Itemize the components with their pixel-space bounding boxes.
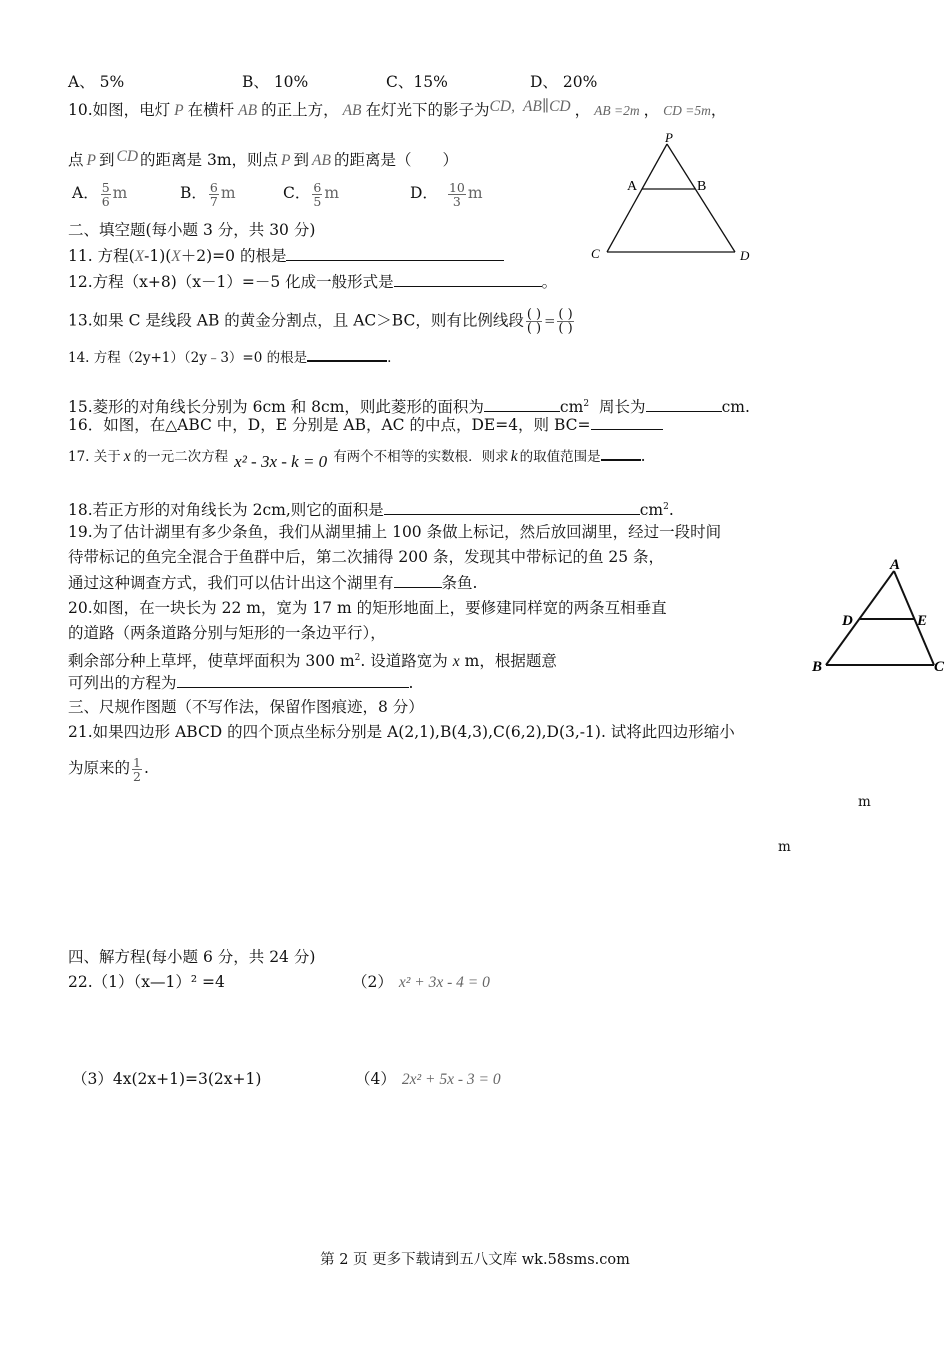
stray-m-2: m bbox=[778, 839, 791, 855]
section-3-heading: 三、尺规作图题（不写作法，保留作图痕迹，8 分） bbox=[68, 698, 424, 716]
fig1-label-b: B bbox=[697, 179, 707, 194]
q13-right-num: ( ) bbox=[558, 307, 573, 322]
q21-fraction bbox=[132, 756, 142, 783]
q10-opt-d-unit: m bbox=[467, 184, 483, 202]
section-2-heading: 二、填空题(每小题 3 分，共 30 分) bbox=[68, 221, 316, 239]
q10-l2c: 的距离是 3m，则点 bbox=[140, 151, 279, 169]
q22-part2 bbox=[352, 972, 490, 993]
q11 bbox=[68, 246, 504, 267]
fig1-label-c: C bbox=[591, 246, 600, 261]
q10-mid1: 在横杆 bbox=[187, 101, 235, 119]
q15-area-blank[interactable] bbox=[484, 397, 560, 412]
q10-l2-cd: CD bbox=[116, 148, 139, 165]
q16 bbox=[68, 415, 663, 435]
q13-right-den: ( ) bbox=[558, 321, 573, 336]
q10-prefix: 10.如图，电灯 bbox=[68, 101, 171, 119]
q10-opt-b-label: B． bbox=[180, 184, 207, 202]
q10-l2-ab: AB bbox=[312, 152, 331, 169]
q15 bbox=[68, 394, 750, 417]
q10-opt-a-den: 6 bbox=[101, 193, 110, 209]
q10-l2e: 的距离是（ ） bbox=[333, 151, 458, 169]
q10-opt-a-unit: m bbox=[112, 184, 128, 202]
q10-l2d: 到 bbox=[293, 151, 310, 169]
q13-left-num: ( ) bbox=[526, 307, 542, 322]
q22-part1: 22.（1）（x—1）² =4 bbox=[68, 973, 225, 991]
fig2-label-e: E bbox=[917, 613, 928, 629]
q10-opt-c-label: C． bbox=[283, 184, 311, 202]
q10-option-a bbox=[72, 173, 127, 213]
q17 bbox=[68, 442, 646, 471]
q10-opt-c-num: 6 bbox=[313, 179, 322, 195]
q12-end: 。 bbox=[541, 273, 558, 291]
q20-l3a: 剩余部分种上草坪，使草坪面积为 300 m bbox=[68, 652, 355, 671]
q16-text: 16．如图，在△ABC 中，D，E 分别是 AB，AC 的中点，DE=4，则 BC= bbox=[68, 416, 591, 434]
q17-equation: x² - 3x - k = 0 bbox=[234, 452, 328, 471]
q20-line4 bbox=[68, 673, 413, 693]
q10-l2-p2: P bbox=[281, 152, 291, 169]
page-footer: 第 2 页 更多下载请到五八文库 wk.58sms.com bbox=[320, 1252, 630, 1268]
stray-m-1: m bbox=[858, 794, 871, 810]
q16-answer-blank[interactable] bbox=[591, 415, 663, 430]
q20-sup: 2 bbox=[354, 653, 361, 663]
triangle-midline-figure bbox=[810, 555, 950, 680]
q9-options bbox=[68, 72, 124, 92]
q15-unit2: cm. bbox=[721, 398, 750, 417]
q11-x1: X bbox=[134, 248, 145, 265]
fig1-label-a: A bbox=[627, 179, 638, 194]
q10-opt-b-num: 6 bbox=[209, 179, 218, 195]
q13-ratio-right[interactable] bbox=[557, 308, 573, 335]
q20-l4a: 可列出的方程为 bbox=[68, 674, 177, 692]
q9-option-b: B、 10% bbox=[242, 73, 309, 91]
q14-answer-blank[interactable] bbox=[307, 346, 387, 362]
q10-opt-d-label: D． bbox=[410, 184, 438, 202]
q10-opt-d-den: 3 bbox=[452, 193, 461, 209]
q13-eq: = bbox=[544, 313, 556, 330]
q21-num: 1 bbox=[133, 754, 141, 770]
q17-end: . bbox=[640, 447, 646, 465]
q17-d: 的取值范围是 bbox=[519, 449, 601, 465]
q10-opt-d-num: 10 bbox=[448, 179, 465, 195]
q20-l4b: . bbox=[408, 674, 414, 692]
q10-line1: 10.如图，电灯 P 在横杆 AB 的正上方， AB 在灯光下的影子为CD, AB∥CD ， AB =2m ， CD =5m， bbox=[68, 98, 727, 119]
section-4-heading: 四、解方程(每小题 6 分，共 24 分) bbox=[68, 948, 316, 966]
q13-text: 13.如果 C 是线段 AB 的黄金分割点，且 AC＞BC，则有比例线段 bbox=[68, 311, 524, 330]
q10-opt-d-frac bbox=[448, 181, 466, 208]
q13-ratio-left[interactable] bbox=[526, 308, 542, 335]
q21-den: 2 bbox=[133, 768, 141, 784]
fig2-label-a: A bbox=[890, 557, 901, 573]
q10-cd-length: CD =5m bbox=[663, 103, 711, 118]
q20-answer-blank[interactable] bbox=[177, 673, 409, 688]
q22-p2-label: （2） bbox=[352, 973, 393, 991]
q10-ab-length: AB =2m bbox=[594, 103, 640, 118]
q22-part4 bbox=[355, 1069, 501, 1090]
q10-ab: AB bbox=[238, 102, 258, 119]
fig1-label-p: P bbox=[665, 130, 673, 145]
q14 bbox=[68, 346, 391, 368]
q10-parallel: AB∥CD bbox=[522, 98, 571, 115]
q10-l2b: 到 bbox=[98, 151, 115, 169]
q10-option-b bbox=[180, 173, 236, 213]
q9-option-b-row bbox=[242, 72, 308, 92]
q10-opt-a-num: 5 bbox=[101, 179, 110, 195]
q10-opt-b-den: 7 bbox=[209, 193, 218, 209]
q10-l2-p: P bbox=[86, 152, 96, 169]
q21-line2 bbox=[68, 750, 149, 786]
q17-b: 的一元二次方程 bbox=[133, 449, 229, 465]
q20-l3b: . 设道路宽为 bbox=[360, 652, 448, 671]
q15-sup: 2 bbox=[583, 399, 590, 409]
q10-opt-a-label: A． bbox=[72, 184, 99, 202]
q10-opt-b-unit: m bbox=[220, 184, 236, 202]
q19-line2: 待带标记的鱼完全混合于鱼群中后，第二次捕得 200 条，发现其中带标记的鱼 25 条， bbox=[68, 548, 665, 566]
q13 bbox=[68, 308, 576, 335]
q22-part3: （3）4x(2x+1)=3(2x+1) bbox=[72, 1070, 262, 1088]
q17-answer-blank[interactable] bbox=[601, 445, 641, 461]
q10-opt-c-unit: m bbox=[324, 184, 340, 202]
fig2-label-d: D bbox=[842, 613, 853, 629]
q20-line1: 20.如图，在一块长为 22 m，宽为 17 m 的矩形地面上，要修建同样宽的两条互相垂直 bbox=[68, 599, 667, 617]
q19-l3b: 条鱼. bbox=[441, 574, 478, 592]
q19-line3 bbox=[68, 573, 477, 593]
q15-unit1: cm bbox=[559, 398, 584, 417]
q10-mid3: 在灯光下的影子为 bbox=[365, 101, 490, 119]
q18 bbox=[68, 497, 674, 520]
q9-option-d: D、 20% bbox=[530, 73, 598, 91]
q18-answer-blank[interactable] bbox=[384, 500, 640, 515]
q21-l2: 为原来的 bbox=[68, 759, 131, 777]
q12-answer-blank[interactable] bbox=[394, 272, 542, 287]
q10-l2a: 点 bbox=[68, 151, 84, 169]
q19-line1: 19.为了估计湖里有多少条鱼，我们从湖里捕上 100 条做上标记，然后放回湖里，经过一段时间 bbox=[68, 523, 722, 541]
q20-x: x bbox=[452, 653, 460, 671]
q22-p4-label: （4） bbox=[355, 1070, 396, 1088]
q10-p: P bbox=[174, 102, 184, 119]
q20-l3c: m，根据题意 bbox=[464, 652, 557, 671]
q10-opt-c-frac bbox=[312, 181, 322, 208]
q11-a: 11. 方程( bbox=[68, 247, 135, 265]
q10-opt-a-frac bbox=[101, 181, 111, 208]
q11-x2: X bbox=[171, 248, 181, 265]
q22-p4-equation: 2x² + 5x - 3 = 0 bbox=[401, 1071, 501, 1088]
q11-answer-blank[interactable] bbox=[286, 246, 504, 261]
q21-line1: 21.如果四边形 ABCD 的四个顶点坐标分别是 A(2,1),B(4,3),C(6,2),D(3,-1). 试将此四边形缩小 bbox=[68, 723, 735, 741]
q18-text: 18.若正方形的对角线长为 2cm,则它的面积是 bbox=[68, 501, 384, 520]
q9-option-a: A、 5% bbox=[68, 73, 125, 91]
q10-ab-2: AB bbox=[342, 102, 362, 119]
q9-option-c: C、15% bbox=[386, 73, 448, 91]
q17-x: x bbox=[123, 448, 131, 465]
q19-answer-blank[interactable] bbox=[394, 573, 442, 588]
q21-end: . bbox=[143, 759, 149, 777]
q10-opt-b-frac bbox=[209, 181, 219, 208]
fig1-label-d: D bbox=[740, 248, 750, 263]
q15-text: 15.菱形的对角线长分别为 6cm 和 8cm，则此菱形的面积为 bbox=[68, 398, 484, 417]
q20-line3 bbox=[68, 648, 557, 672]
q12-text: 12.方程（x+8)（x－1）=－5 化成一般形式是 bbox=[68, 273, 394, 291]
q17-k: k bbox=[510, 448, 518, 465]
q15-mid: 周长为 bbox=[599, 398, 646, 417]
q10-line2 bbox=[68, 150, 458, 171]
q12 bbox=[68, 272, 557, 292]
q18-end: . bbox=[668, 501, 674, 520]
q17-a: 17. 关于 bbox=[68, 449, 121, 465]
q10-mid2: 的正上方， bbox=[261, 101, 339, 119]
q11-c: ＋2)=0 的根是 bbox=[180, 247, 287, 265]
q20-line2: 的道路（两条道路分别与矩形的一条边平行）， bbox=[68, 624, 386, 642]
q11-b: -1)( bbox=[144, 247, 172, 265]
q13-left-den: ( ) bbox=[526, 321, 542, 336]
fig2-label-c: C bbox=[934, 659, 945, 675]
q9-option-c-row bbox=[386, 72, 448, 92]
q10-cd-comma: CD, bbox=[489, 98, 515, 115]
q18-sup: 2 bbox=[663, 502, 669, 512]
q18-unit: cm bbox=[639, 501, 664, 520]
q17-c: 有两个不相等的实数根．则求 bbox=[333, 449, 509, 465]
fig2-label-b: B bbox=[812, 659, 823, 675]
q14-text: 14. 方程（2y+1）（2y﹣3）=0 的根是 bbox=[68, 350, 308, 366]
q10-opt-c-den: 5 bbox=[313, 193, 322, 209]
q9-option-d-row bbox=[530, 72, 597, 92]
q15-perimeter-blank[interactable] bbox=[646, 397, 722, 412]
q10-option-d bbox=[410, 173, 483, 213]
lamp-shadow-figure bbox=[585, 128, 765, 268]
q19-l3a: 通过这种调查方式，我们可以估计出这个湖里有 bbox=[68, 574, 394, 592]
q22-p2-equation: x² + 3x - 4 = 0 bbox=[398, 974, 490, 991]
q10-option-c bbox=[283, 173, 339, 213]
q14-end: . bbox=[387, 350, 392, 366]
